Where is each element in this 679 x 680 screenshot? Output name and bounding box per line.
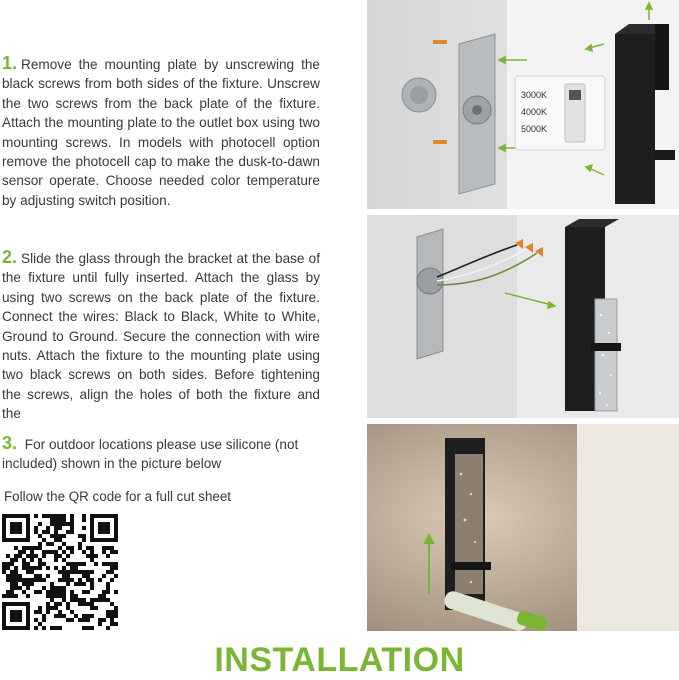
- illustration-silicone: [367, 424, 679, 631]
- qr-note: Follow the QR code for a full cut sheet: [4, 489, 232, 504]
- step-3: [2, 434, 320, 474]
- step-1-text: Remove the mounting plate by unscrewing the black screws from both sides of the fixture. Unscrew the two screws from the back plate of the fixture. Attach the mounting plate to the outlet box using two mounting screws. In models with photocell option remove the photocell cap to make the dusk-to-dawn sensor operate. Choose needed color temperature by adjusting switch position.: [2, 57, 320, 208]
- step-1-number: 1.: [2, 53, 18, 73]
- page-title: INSTALLATION: [214, 641, 465, 679]
- qr-code-icon[interactable]: [2, 514, 118, 630]
- temp-4000k: 4000K: [521, 107, 548, 117]
- step-3-number: 3.: [2, 433, 18, 453]
- step-2: [2, 248, 320, 424]
- step-3-text: For outdoor locations please use silicone (not included) shown in the picture below: [2, 437, 299, 472]
- step-2-text: Slide the glass through the bracket at the base of the fixture until fully inserted. Attach the glass by using two screws on the back plate of the fixture. Connect the wires: Black to Black, White to White, Ground to Ground. Secure the connection with wire nuts. Attach the fixture to the mounting plate using two black screws on both sides. Before tightening the screws, align the holes of both the fixture and the: [2, 251, 320, 422]
- illustration-wiring: [367, 215, 679, 418]
- step-2-number: 2.: [2, 247, 18, 267]
- glass-panel: [595, 299, 617, 411]
- temp-3000k: 3000K: [521, 90, 548, 100]
- illustration-mounting-plate: [367, 0, 679, 209]
- step-1: [2, 54, 320, 210]
- fixture-body: [615, 34, 655, 204]
- temp-5000k: 5000K: [521, 124, 548, 134]
